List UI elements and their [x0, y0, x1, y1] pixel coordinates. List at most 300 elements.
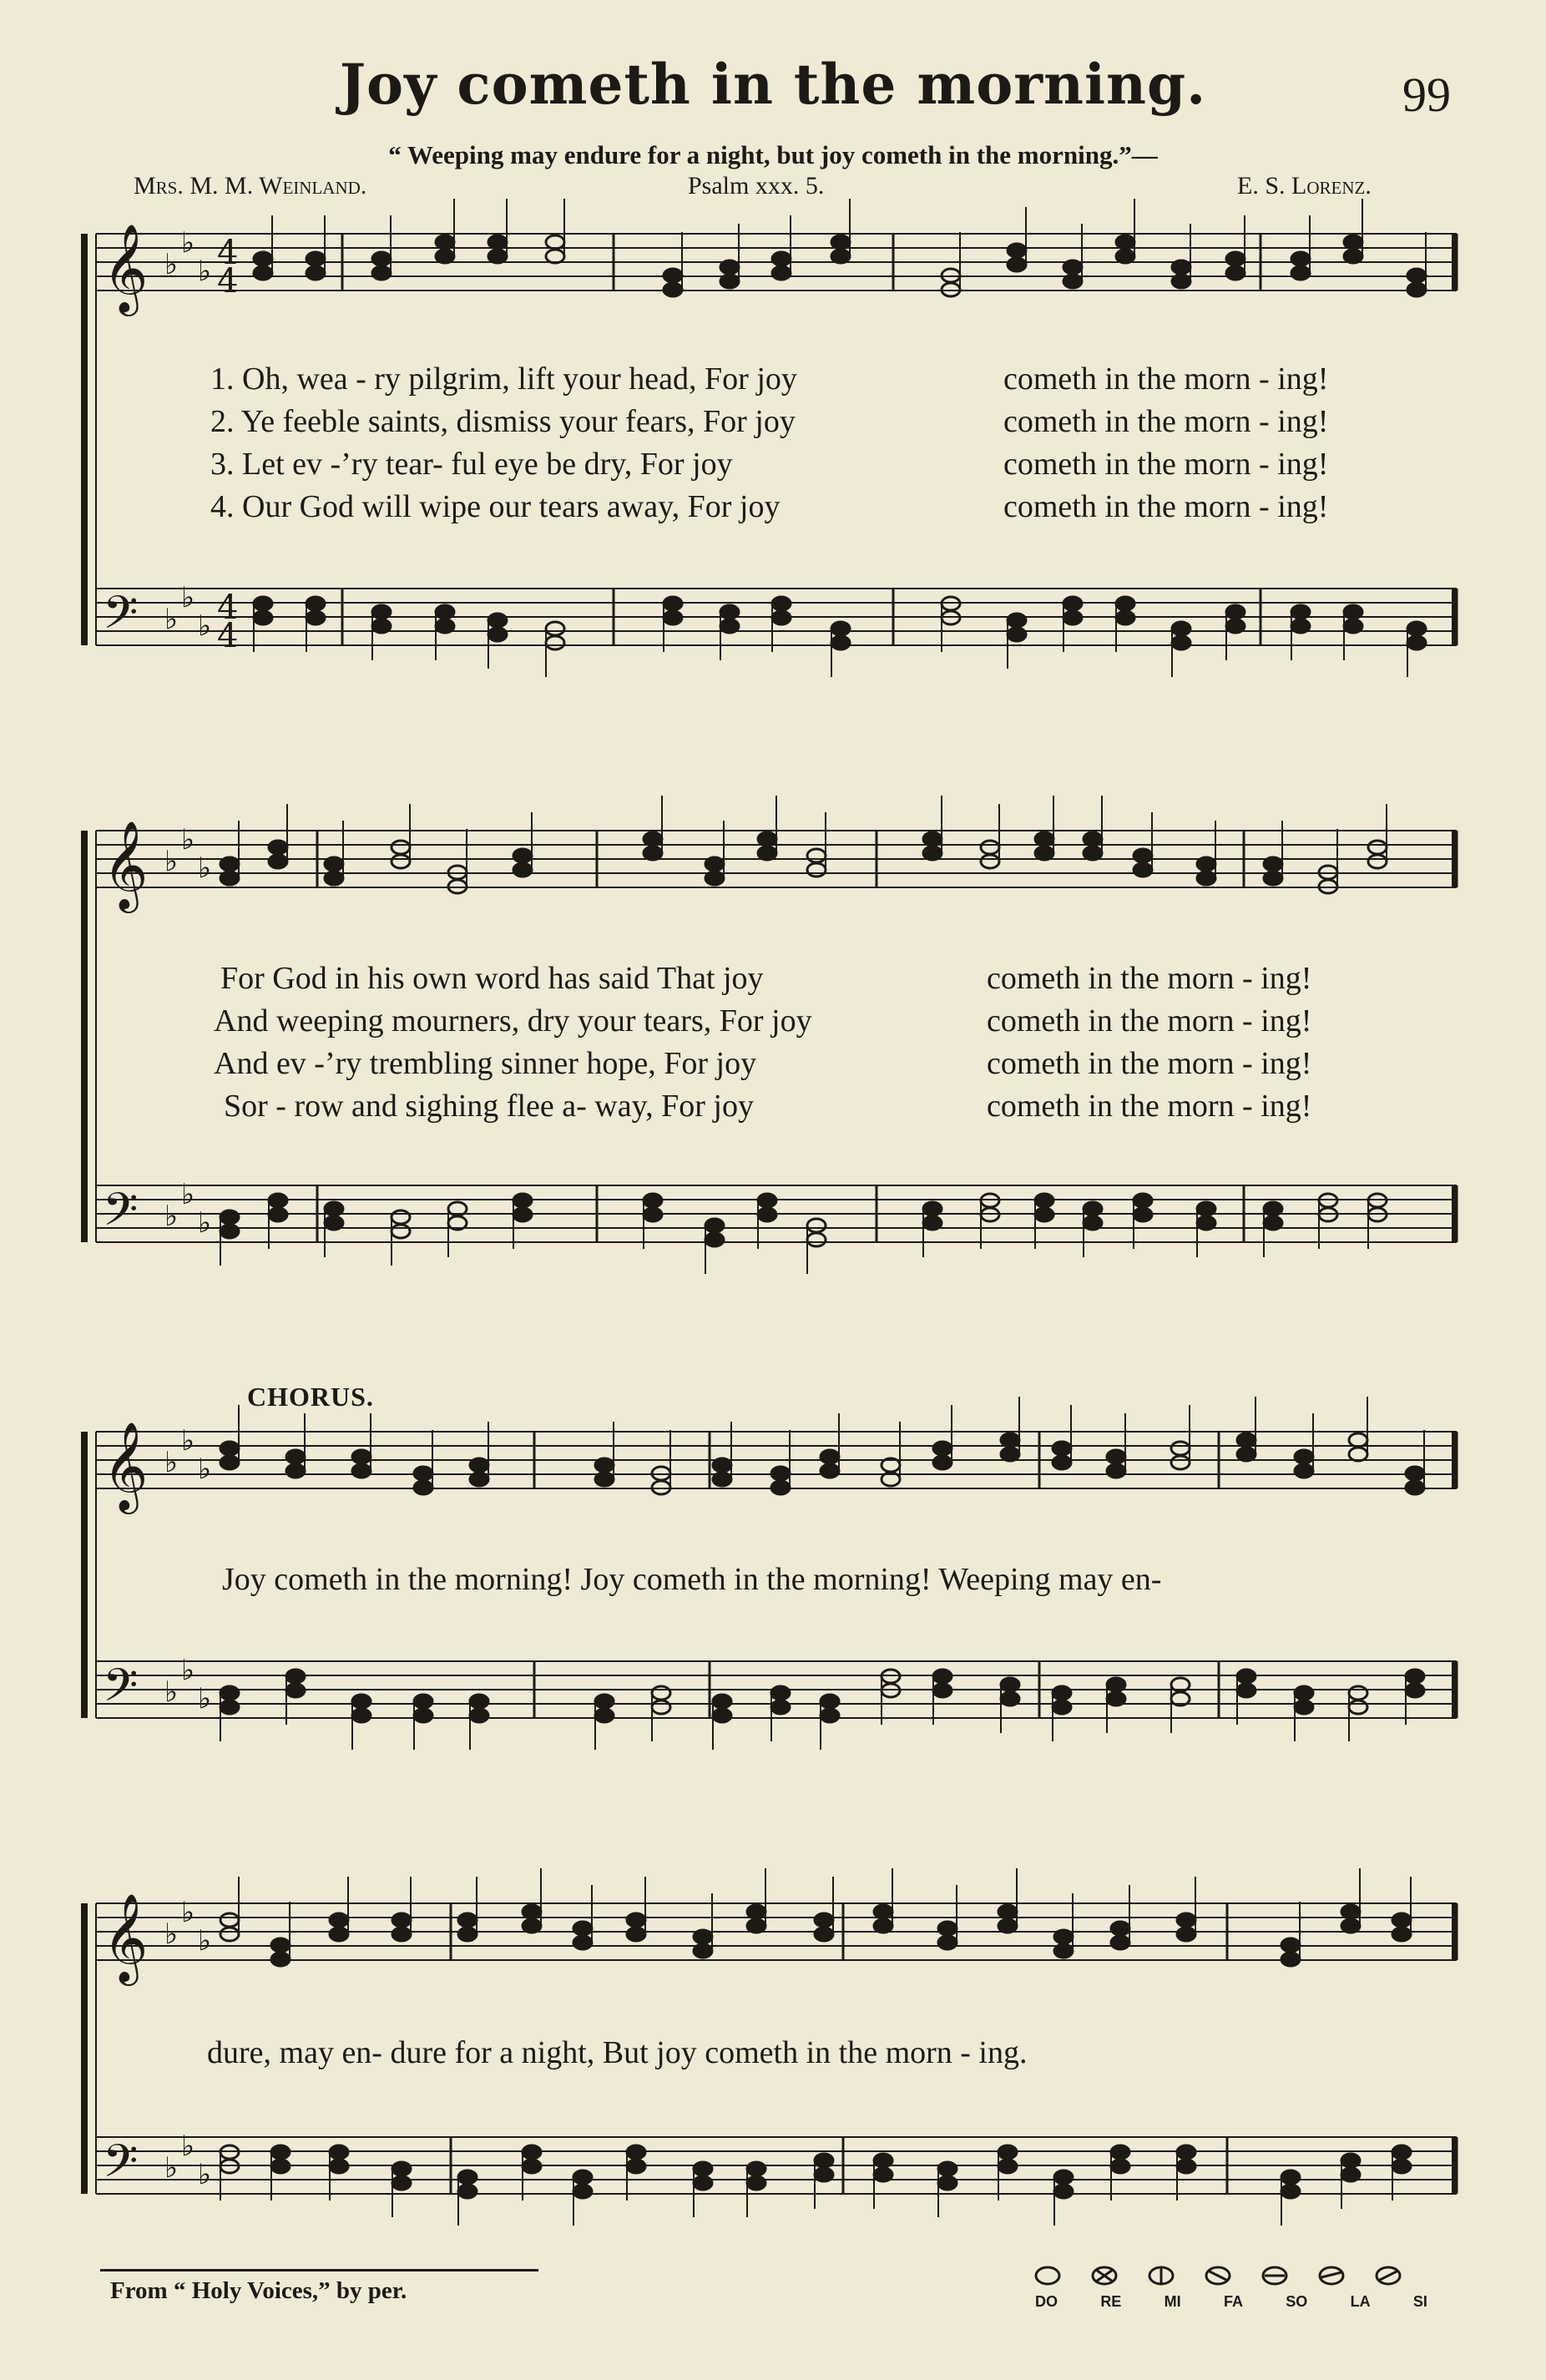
note-head: [523, 2160, 541, 2173]
note-head: [372, 619, 391, 633]
note-head: [627, 1913, 645, 1927]
note-head: [1171, 1456, 1190, 1469]
note-head: [831, 622, 850, 635]
verse-4-line-1: 4. Our God will wipe our tears away, For joy: [210, 489, 781, 524]
note-head: [1392, 2160, 1411, 2173]
note-head: [414, 1467, 432, 1480]
note-head: [720, 619, 739, 633]
note-head: [821, 1450, 839, 1463]
note-head: [220, 872, 239, 885]
note-head: [470, 1695, 488, 1708]
note-head: [513, 863, 532, 877]
key-flat: ♭: [198, 1682, 212, 1716]
treble-clef: 𝄞: [103, 1421, 149, 1510]
note-head: [1134, 863, 1152, 877]
key-flat: ♭: [198, 1924, 212, 1958]
key-flat: ♭: [181, 2130, 195, 2163]
note-head: [1035, 832, 1053, 846]
note-head: [523, 1905, 541, 1918]
note-head: [1264, 872, 1282, 885]
note-head: [815, 2154, 833, 2167]
solfege-so: SO: [1286, 2293, 1308, 2310]
key-flat: ♭: [181, 1178, 195, 1211]
note-head: [1264, 1216, 1282, 1230]
shape-note-key: [1031, 2264, 1432, 2289]
chorus-lyric-line-1: Joy cometh in the morning! Joy cometh in the morning! Weeping may en-: [222, 1562, 1162, 1597]
note-head: [458, 1913, 477, 1927]
note-head: [815, 1928, 833, 1941]
note-head: [1349, 1700, 1367, 1714]
verse-4-refrain-2: cometh in the morn - ing!: [987, 1089, 1312, 1124]
bass-clef: 𝄢: [103, 1183, 139, 1247]
note-head: [705, 872, 724, 885]
note-head: [458, 2185, 477, 2198]
note-head: [1281, 1938, 1300, 1952]
treble-clef: 𝄞: [103, 820, 149, 909]
note-head: [1084, 846, 1102, 860]
note-head: [488, 235, 507, 249]
verse-3-line-1: 3. Let ev -’ry tear- ful eye be dry, For joy: [210, 447, 733, 482]
note-head: [392, 2162, 411, 2175]
note-head: [1111, 2145, 1129, 2159]
final-barline: [1452, 1903, 1457, 1960]
note-head: [1341, 1905, 1360, 1918]
verse-2-refrain: cometh in the morn - ing!: [1003, 404, 1329, 439]
note-head: [1226, 252, 1245, 265]
verse-4-line-2: Sor - row and sighing flee a- way, For joy: [224, 1089, 754, 1124]
note-head: [488, 614, 507, 627]
final-barline: [1452, 1661, 1457, 1718]
note-head: [694, 2176, 712, 2190]
note-head: [1116, 235, 1134, 249]
note-head: [1264, 1202, 1282, 1215]
note-head: [1116, 597, 1134, 610]
note-head: [513, 1194, 532, 1207]
note-head: [771, 1686, 790, 1700]
note-head: [595, 1695, 614, 1708]
key-flat: ♭: [164, 1446, 179, 1479]
note-head: [306, 252, 325, 265]
note-head: [1197, 872, 1215, 885]
note-head: [1053, 1456, 1071, 1469]
note-head: [1392, 1913, 1411, 1927]
note-head: [1406, 1481, 1424, 1494]
verse-2-line-2: And weeping mourners, dry your tears, For joy: [214, 1003, 812, 1038]
final-barline: [1452, 1432, 1457, 1488]
note-head: [1291, 605, 1310, 619]
note-head: [546, 622, 564, 635]
note-head: [330, 2145, 348, 2159]
note-head: [694, 1930, 712, 1943]
system-bracket: [81, 831, 88, 1242]
note-head: [1177, 2160, 1195, 2173]
note-head: [720, 605, 739, 619]
verse-3-refrain-2: cometh in the morn - ing!: [987, 1046, 1312, 1081]
note-head: [831, 636, 850, 649]
note-head: [933, 1684, 952, 1697]
note-head: [286, 1450, 305, 1463]
note-head: [652, 1686, 670, 1700]
solfege-do: DO: [1035, 2293, 1058, 2310]
note-head: [1392, 2145, 1411, 2159]
time-signature: 4: [217, 234, 239, 272]
note-head: [694, 2162, 712, 2175]
note-head: [747, 1905, 765, 1918]
note-head: [1237, 1433, 1255, 1447]
note-head: [627, 2160, 645, 2173]
note-head: [720, 275, 739, 288]
note-head: [713, 1458, 731, 1472]
note-head: [772, 266, 791, 280]
note-head: [1407, 636, 1426, 649]
note-head: [220, 1913, 239, 1927]
note-head: [1172, 636, 1190, 649]
note-head: [254, 597, 272, 610]
bass-clef: 𝄢: [103, 2135, 139, 2199]
note-head: [1344, 605, 1362, 619]
note-head: [1172, 622, 1190, 635]
key-flat: ♭: [181, 823, 195, 856]
note-head: [664, 611, 682, 624]
note-head: [1008, 244, 1026, 257]
key-flat: ♭: [164, 1918, 179, 1951]
note-head: [1407, 269, 1426, 282]
page-number: 99: [1402, 68, 1451, 122]
note-head: [644, 846, 662, 860]
note-head: [1237, 1684, 1255, 1697]
note-head: [595, 1458, 614, 1472]
note-head: [874, 2168, 892, 2181]
note-head: [807, 863, 826, 877]
source-note: From “ Holy Voices,” by per.: [110, 2277, 407, 2304]
note-head: [1134, 1208, 1152, 1221]
lyricist-credit: Mrs. M. M. Weinland.: [134, 172, 367, 200]
solfege-si: SI: [1412, 2293, 1427, 2310]
note-head: [1134, 849, 1152, 862]
note-head: [1171, 1442, 1190, 1455]
note-head: [874, 1919, 892, 1933]
note-head: [938, 1922, 957, 1935]
note-head: [1177, 1913, 1195, 1927]
note-head: [1116, 611, 1134, 624]
note-head: [1064, 611, 1082, 624]
note-head: [1177, 2145, 1195, 2159]
note-head: [998, 1905, 1017, 1918]
final-barline: [1452, 831, 1457, 887]
note-head: [652, 1700, 670, 1714]
note-head: [1291, 619, 1310, 633]
key-flat: ♭: [164, 2151, 179, 2185]
verse-2-line-1: 2. Ye feeble saints, dismiss your fears, For joy: [210, 404, 796, 439]
note-head: [713, 1709, 731, 1722]
time-signature: 4: [217, 617, 239, 655]
note-head: [325, 1202, 343, 1215]
note-head: [470, 1473, 488, 1486]
note-head: [1008, 258, 1026, 271]
verse-1-line-2: For God in his own word has said That joy: [220, 961, 764, 996]
note-head: [1295, 1700, 1313, 1714]
note-head: [1226, 619, 1245, 633]
note-head: [573, 1922, 592, 1935]
final-barline: [1452, 2137, 1457, 2194]
note-head: [705, 1233, 724, 1246]
note-head: [1001, 1448, 1019, 1461]
key-flat: ♭: [164, 603, 179, 636]
note-head: [414, 1709, 432, 1722]
bass-clef: 𝄢: [103, 586, 139, 650]
system-bracket: [81, 1432, 88, 1718]
note-head: [470, 1458, 488, 1472]
note-head: [436, 619, 454, 633]
note-head: [220, 857, 239, 871]
note-head: [254, 252, 272, 265]
epigraph: “ Weeping may endure for a night, but joy cometh in the morning.”—: [388, 140, 1158, 169]
note-head: [758, 1194, 776, 1207]
note-head: [220, 1928, 239, 1941]
note-head: [392, 1928, 411, 1941]
note-head: [271, 1938, 290, 1952]
note-head: [372, 266, 391, 280]
note-head: [1172, 275, 1190, 288]
note-head: [1349, 1686, 1367, 1700]
note-head: [831, 250, 850, 263]
key-flat: ♭: [181, 581, 195, 614]
note-head: [705, 857, 724, 871]
note-head: [1237, 1670, 1255, 1683]
system-bracket: [81, 234, 88, 645]
note-head: [758, 846, 776, 860]
note-head: [1281, 2170, 1300, 2184]
note-head: [821, 1695, 839, 1708]
note-head: [923, 846, 942, 860]
note-head: [220, 1225, 239, 1238]
note-head: [1295, 1450, 1313, 1463]
note-head: [1001, 1678, 1019, 1691]
note-head: [573, 2185, 592, 2198]
note-head: [488, 250, 507, 263]
verse-3-refrain: cometh in the morn - ing!: [1003, 447, 1329, 482]
note-head: [1053, 1442, 1071, 1455]
note-head: [271, 2160, 290, 2173]
note-head: [1264, 857, 1282, 871]
note-head: [392, 1913, 411, 1927]
key-flat: ♭: [198, 2158, 212, 2191]
note-head: [269, 855, 287, 868]
note-head: [595, 1473, 614, 1486]
note-head: [1406, 1684, 1424, 1697]
note-head: [595, 1709, 614, 1722]
key-flat: ♭: [198, 609, 212, 643]
note-head: [981, 841, 999, 854]
note-head: [1197, 857, 1215, 871]
treble-clef: 𝄞: [103, 223, 149, 312]
note-head: [807, 849, 826, 862]
note-head: [458, 2170, 477, 2184]
key-flat: ♭: [164, 845, 179, 878]
note-head: [286, 1684, 305, 1697]
note-head: [1035, 846, 1053, 860]
note-head: [981, 855, 999, 868]
solfege-re: RE: [1100, 2293, 1122, 2310]
note-head: [933, 1670, 952, 1683]
note-head: [392, 2176, 411, 2190]
solfege-fa: FA: [1223, 2293, 1243, 2310]
note-head: [1406, 1670, 1424, 1683]
note-head: [220, 1210, 239, 1224]
key-flat: ♭: [181, 226, 195, 260]
note-head: [874, 2154, 892, 2167]
key-flat: ♭: [198, 255, 212, 288]
verse-1-refrain-2: cometh in the morn - ing!: [987, 961, 1312, 996]
note-head: [1107, 1450, 1125, 1463]
note-head: [1295, 1464, 1313, 1478]
note-head: [1111, 1922, 1129, 1935]
bass-clef: 𝄢: [103, 1659, 139, 1723]
note-head: [1107, 1692, 1125, 1705]
note-head: [933, 1456, 952, 1469]
note-head: [1054, 1944, 1073, 1958]
note-head: [1344, 235, 1362, 249]
note-head: [998, 2145, 1017, 2159]
note-head: [1001, 1433, 1019, 1447]
note-head: [627, 1928, 645, 1941]
note-head: [1281, 2185, 1300, 2198]
note-head: [414, 1481, 432, 1494]
note-head: [1111, 2160, 1129, 2173]
note-head: [1368, 841, 1387, 854]
note-head: [938, 2176, 957, 2190]
note-head: [436, 250, 454, 263]
note-head: [1226, 266, 1245, 280]
note-head: [720, 260, 739, 274]
note-head: [546, 235, 564, 249]
final-barline: [1452, 234, 1457, 291]
solfege-mi: MI: [1164, 2293, 1181, 2310]
note-head: [325, 872, 343, 885]
note-head: [1349, 1448, 1367, 1461]
note-head: [306, 611, 325, 624]
note-head: [1064, 275, 1082, 288]
note-head: [1064, 597, 1082, 610]
note-head: [644, 1194, 662, 1207]
note-head: [1197, 1202, 1215, 1215]
note-head: [821, 1464, 839, 1478]
note-head: [523, 1919, 541, 1933]
note-head: [771, 1700, 790, 1714]
note-head: [1084, 1202, 1102, 1215]
note-head: [1368, 855, 1387, 868]
note-head: [807, 1233, 826, 1246]
note-head: [874, 1905, 892, 1918]
note-head: [772, 252, 791, 265]
note-head: [269, 1194, 287, 1207]
key-flat: ♭: [181, 1896, 195, 1929]
note-head: [546, 250, 564, 263]
key-flat: ♭: [164, 1675, 179, 1709]
key-flat: ♭: [181, 1654, 195, 1687]
note-head: [458, 1928, 477, 1941]
note-head: [664, 269, 682, 282]
note-head: [286, 1464, 305, 1478]
note-head: [1054, 2185, 1073, 2198]
note-head: [306, 597, 325, 610]
note-head: [414, 1695, 432, 1708]
note-head: [330, 2160, 348, 2173]
note-head: [713, 1473, 731, 1486]
final-barline: [1452, 589, 1457, 645]
note-head: [998, 2160, 1017, 2173]
note-head: [254, 611, 272, 624]
note-head: [1341, 2168, 1360, 2181]
note-head: [220, 1700, 239, 1714]
note-head: [644, 1208, 662, 1221]
note-head: [1008, 628, 1026, 641]
note-head: [713, 1695, 731, 1708]
note-head: [1237, 1448, 1255, 1461]
scripture-reference: Psalm xxx. 5.: [688, 172, 825, 200]
note-head: [627, 2145, 645, 2159]
note-head: [1226, 605, 1245, 619]
key-flat: ♭: [164, 248, 179, 281]
note-head: [1084, 1216, 1102, 1230]
note-head: [923, 1216, 942, 1230]
note-head: [1392, 1928, 1411, 1941]
note-head: [772, 597, 791, 610]
note-head: [933, 1442, 952, 1455]
final-barline: [1452, 1185, 1457, 1242]
note-head: [664, 283, 682, 296]
solfege-labels: [1035, 2293, 1427, 2311]
key-flat: ♭: [181, 1424, 195, 1458]
note-head: [325, 857, 343, 871]
note-head: [269, 1208, 287, 1221]
verse-1-line-1: 1. Oh, wea - ry pilgrim, lift your head, For joy: [210, 361, 797, 397]
note-head: [1281, 1953, 1300, 1966]
note-head: [513, 1208, 532, 1221]
note-head: [523, 2145, 541, 2159]
note-head: [664, 597, 682, 610]
note-head: [1064, 260, 1082, 274]
verse-2-refrain-2: cometh in the morn - ing!: [987, 1003, 1312, 1038]
note-head: [923, 832, 942, 846]
note-head: [1406, 1467, 1424, 1480]
note-head: [1111, 1936, 1129, 1949]
note-head: [1107, 1678, 1125, 1691]
note-head: [330, 1913, 348, 1927]
note-head: [306, 266, 325, 280]
note-head: [470, 1709, 488, 1722]
note-head: [352, 1695, 371, 1708]
note-head: [392, 855, 410, 868]
note-head: [771, 1467, 790, 1480]
note-head: [573, 2170, 592, 2184]
note-head: [1407, 283, 1426, 296]
note-head: [644, 832, 662, 846]
verse-4-refrain: cometh in the morn - ing!: [1003, 489, 1329, 524]
key-flat: ♭: [198, 851, 212, 885]
note-head: [1341, 2154, 1360, 2167]
note-head: [1053, 1686, 1071, 1700]
note-head: [694, 1944, 712, 1958]
note-head: [815, 2168, 833, 2181]
note-head: [269, 841, 287, 854]
note-head: [372, 252, 391, 265]
note-head: [747, 2176, 765, 2190]
note-head: [771, 1481, 790, 1494]
note-head: [1107, 1464, 1125, 1478]
note-head: [1344, 250, 1362, 263]
note-head: [821, 1709, 839, 1722]
